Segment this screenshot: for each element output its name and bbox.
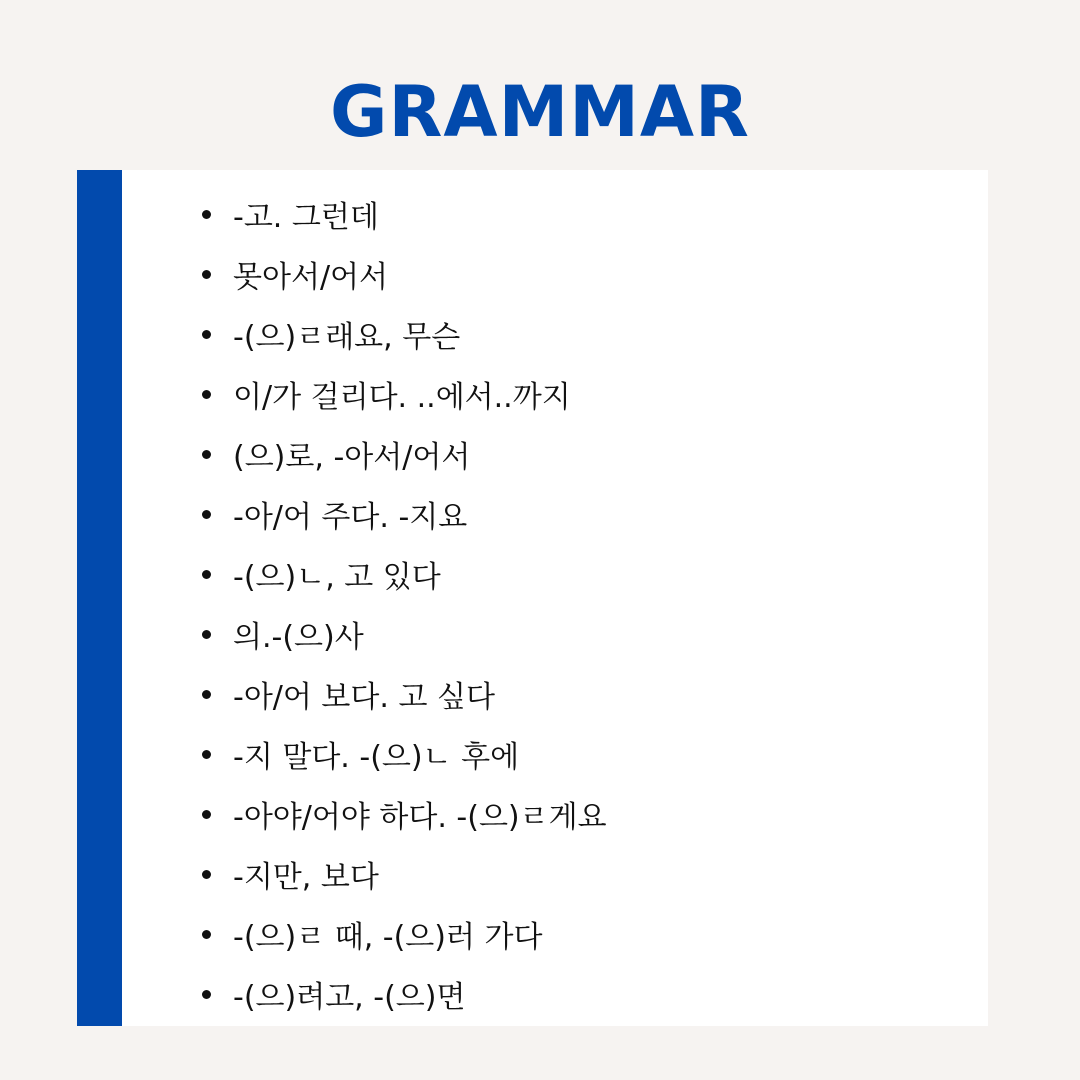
accent-bar [77,170,122,1026]
bullet-icon [202,810,211,819]
bullet-icon [202,990,211,999]
bullet-icon [202,330,211,339]
list-item-text: 못아서/어서 [233,260,389,295]
page-title: GRAMMAR [330,71,750,153]
list-item-text: -아야/어야 하다. -(으)ㄹ게요 [233,800,607,835]
list-item [202,484,607,544]
list-item-text: -(으)려고, -(으)면 [233,980,466,1015]
list-item-text: -아/어 보다. 고 싶다 [233,680,495,715]
bullet-icon [202,690,211,699]
bullet-icon [202,270,211,279]
list-item-text: -(으)ㄹ 때, -(으)러 가다 [233,920,543,955]
list-item-text: -지 말다. -(으)ㄴ 후에 [233,740,520,775]
grammar-card [77,170,988,1026]
list-item [202,964,607,1024]
list-item-text: -아/어 주다. -지요 [233,500,468,535]
list-item [202,364,607,424]
list-item-text: (으)로, -아서/어서 [233,440,471,475]
list-item-text: -(으)ㄹ래요, 무슨 [233,320,461,355]
bullet-icon [202,570,211,579]
bullet-icon [202,630,211,639]
bullet-icon [202,870,211,879]
list-item [202,904,607,964]
list-item [202,304,607,364]
bullet-icon [202,930,211,939]
bullet-icon [202,390,211,399]
list-item [202,544,607,604]
bullet-icon [202,510,211,519]
list-item [202,724,607,784]
list-item [202,784,607,844]
list-item-text: 의.-(으)사 [233,620,364,655]
bullet-icon [202,750,211,759]
list-item-text: 이/가 걸리다. ..에서..까지 [233,380,571,415]
list-item [202,424,607,484]
list-item [202,844,607,904]
list-item [202,184,607,244]
grammar-list [202,184,607,1024]
list-item [202,664,607,724]
list-item [202,604,607,664]
bullet-icon [202,210,211,219]
list-item-text: -지만, 보다 [233,860,379,895]
bullet-icon [202,450,211,459]
list-item-text: -(으)ㄴ, 고 있다 [233,560,441,595]
list-item [202,244,607,304]
list-item-text: -고. 그런데 [233,200,379,235]
